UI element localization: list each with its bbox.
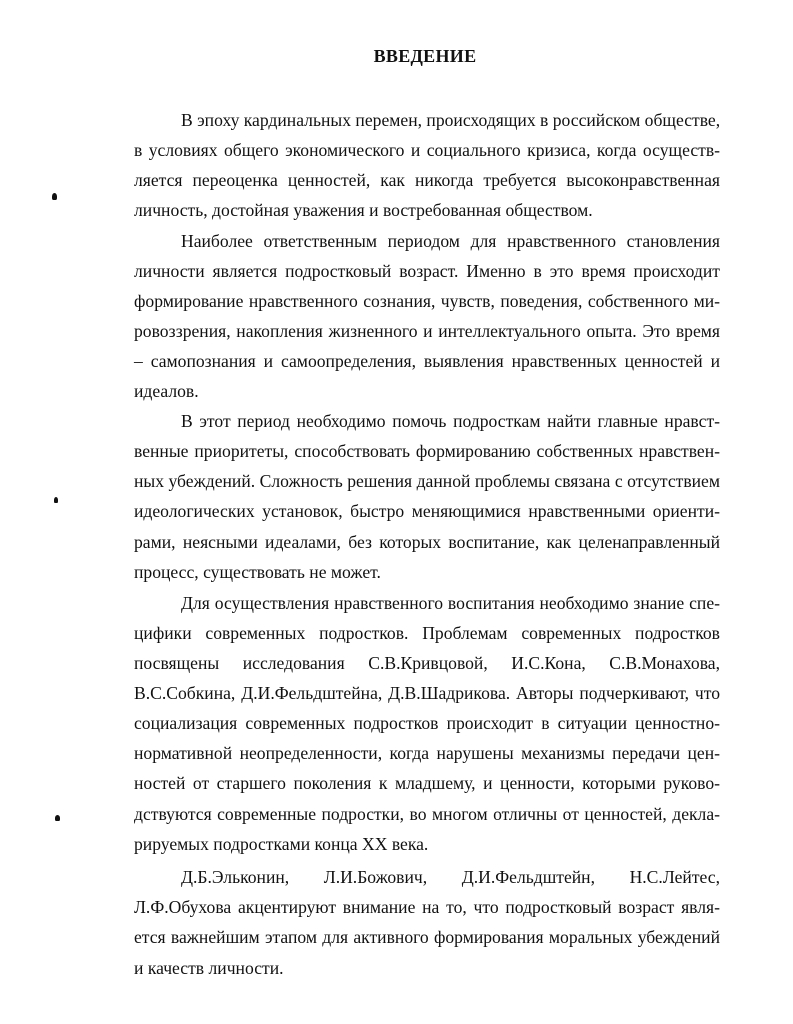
text-line: ровоззрения, накопления жизненного и интеллектуального опыта. Это время — [134, 321, 720, 341]
text-line: Наиболее ответственным периодом для нравственного становления — [181, 231, 720, 251]
scan-speck — [55, 815, 60, 821]
text-line: Д.Б.Эльконин, Л.И.Божович, Д.И.Фельдштейн, Н.С.Лейтес, — [181, 867, 720, 887]
text-line: венные приоритеты, способствовать формированию собственных нравствен- — [134, 441, 720, 461]
text-line: цифики современных подростков. Проблемам современных подростков — [134, 623, 720, 643]
text-line: ется важнейшим этапом для активного формирования моральных убеждений — [134, 927, 720, 947]
text-line: в условиях общего экономического и социального кризиса, когда осуществ- — [134, 140, 720, 160]
text-line: рируемых подростками конца XX века. — [134, 834, 429, 854]
text-line: ляется переоценка ценностей, как никогда требуется высоконравственная — [134, 170, 720, 190]
text-line: нормативной неопределенности, когда нарушены механизмы передачи цен- — [134, 743, 720, 763]
text-line: идеалов. — [134, 381, 199, 401]
text-line: ностей от старшего поколения к младшему, и ценности, которыми руково- — [134, 773, 720, 793]
text-line: ных убеждений. Сложность решения данной проблемы связана с отсутствием — [134, 471, 720, 491]
text-line: дствуются современные подростки, во многом отличны от ценностей, декла- — [134, 804, 720, 824]
text-line: процесс, существовать не может. — [134, 562, 381, 582]
text-line: личности является подростковый возраст. Именно в это время происходит — [134, 261, 720, 281]
text-line: В.С.Собкина, Д.И.Фельдштейна, Д.В.Шадрикова. Авторы подчеркивают, что — [134, 683, 720, 703]
text-line: личность, достойная уважения и востребованная обществом. — [134, 200, 593, 220]
text-line: – самопознания и самоопределения, выявления нравственных ценностей и — [134, 351, 720, 371]
page-title: ВВЕДЕНИЕ — [373, 46, 477, 66]
text-line: формирование нравственного сознания, чувств, поведения, собственного ми- — [134, 291, 720, 311]
text-line: и качеств личности. — [134, 958, 284, 978]
text-line: В эпоху кардинальных перемен, происходящих в российском обществе, — [181, 110, 721, 130]
text-line: социализация современных подростков происходит в ситуации ценностно- — [134, 713, 720, 733]
scan-speck — [52, 193, 57, 200]
text-line: В этот период необходимо помочь подросткам найти главные нравст- — [181, 411, 720, 431]
text-line: рами, неясными идеалами, без которых воспитание, как целенаправленный — [134, 532, 720, 552]
text-line: Л.Ф.Обухова акцентируют внимание на то, что подростковый возраст явля- — [134, 897, 720, 917]
text-line: идеологических установок, быстро меняющимися нравственными ориенти- — [134, 501, 720, 521]
text-line: посвящены исследования С.В.Кривцовой, И.С.Кона, С.В.Монахова, — [134, 653, 720, 673]
text-line: Для осуществления нравственного воспитания необходимо знание спе- — [181, 593, 720, 613]
scan-speck — [54, 497, 58, 503]
